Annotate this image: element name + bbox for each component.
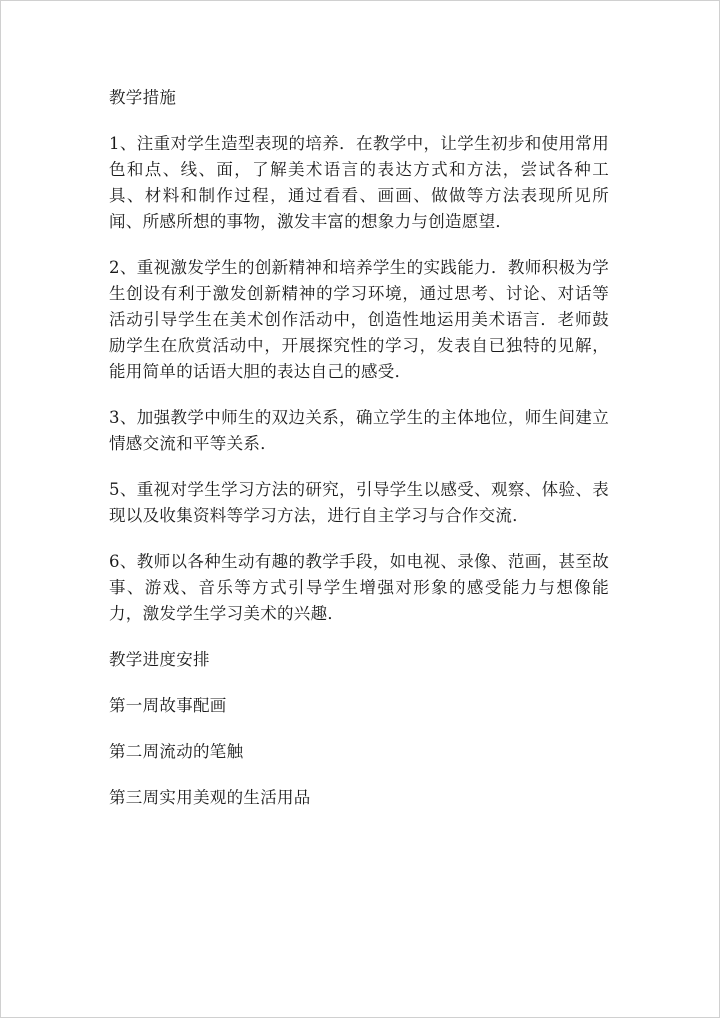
schedule-week-1: 第一周故事配画 <box>109 696 227 715</box>
measure-paragraph-2: 2、重视激发学生的创新精神和培养学生的实践能力．教师积极为学生创设有利于激发创新精神的学习环境，通过思考、讨论、对话等活动引导学生在美术创作活动中，创造性地运用美术语言．老师鼓励学生在欣赏活动中，开展探究性的学习，发表自已独特的见解，能用简单的话语大胆的表达自己的感受． <box>109 258 609 381</box>
measures-heading: 教学措施 <box>109 88 177 107</box>
measure-paragraph-6: 6、教师以各种生动有趣的教学手段，如电视、录像、范画，甚至故事、游戏、音乐等方式引导学生增强对形象的感受能力与想像能力，激发学生学习美术的兴趣． <box>109 552 609 623</box>
schedule-week-2: 第二周流动的笔触 <box>109 742 244 761</box>
measure-paragraph-1: 1、注重对学生造型表现的培养．在教学中，让学生初步和使用常用色和点、线、面，了解美术语言的表达方式和方法，尝试各种工具、材料和制作过程，通过看看、画画、做做等方法表现所见所闻、所感所想的事物，激发丰富的想象力与创造愿望． <box>109 134 609 231</box>
schedule-week-3: 第三周实用美观的生活用品 <box>109 788 311 807</box>
schedule-heading: 教学进度安排 <box>109 650 210 669</box>
document-body <box>109 85 609 811</box>
measure-paragraph-3: 3、加强教学中师生的双边关系，确立学生的主体地位，师生间建立情感交流和平等关系． <box>109 408 609 453</box>
measure-paragraph-5: 5、重视对学生学习方法的研究，引导学生以感受、观察、体验、表现以及收集资料等学习方法，进行自主学习与合作交流． <box>109 480 609 525</box>
